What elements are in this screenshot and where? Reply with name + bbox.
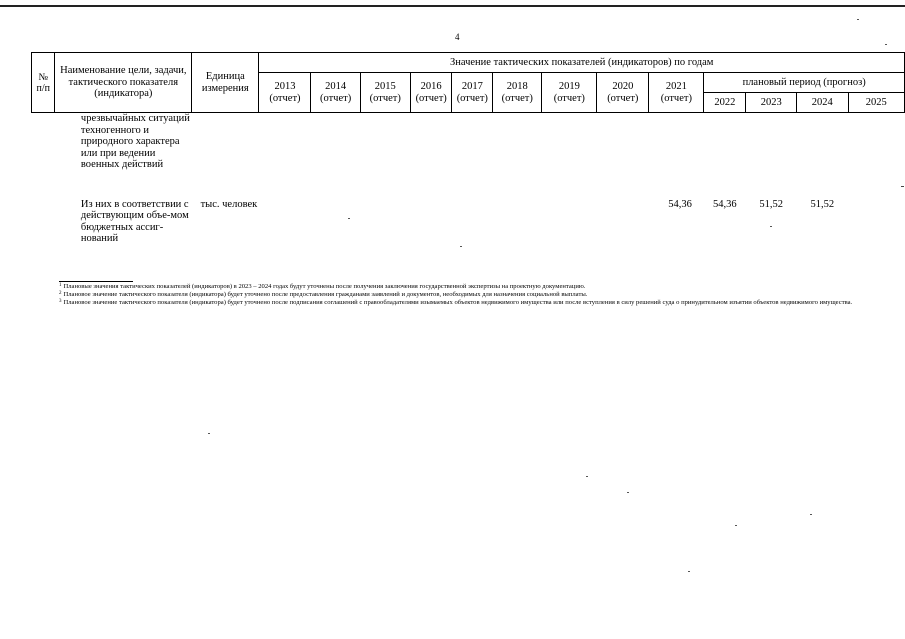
- value-2020: [597, 199, 649, 247]
- header-year-2020: 2020 (отчет): [597, 73, 649, 113]
- scan-speck: [627, 492, 629, 493]
- header-unit-column: Единица измерения: [192, 53, 259, 113]
- scan-speck: [810, 514, 812, 515]
- header-year-2015: 2015 (отчет): [360, 73, 410, 113]
- header-year-2022: 2022: [704, 93, 746, 113]
- footnote-text: Плановое значение тактического показателя (индикатора) будет уточнено после подписания соглашений с правообладателями изымаемых объектов недвижимого имущества или после вступления в силу решений суда о принудительном изъятии объектов недвижимого имущества.: [63, 299, 853, 307]
- footnotes: [59, 283, 869, 308]
- footnote-mark: 3: [59, 299, 62, 305]
- scan-speck: [885, 44, 887, 45]
- value-2014: [311, 199, 360, 247]
- row-name-text: Из них в соответствии с действующим объе-мом бюджетных ассиг-нований: [80, 198, 189, 245]
- page-number: 4: [455, 32, 460, 42]
- footnote-mark: 1: [59, 283, 62, 288]
- scan-speck: [688, 571, 690, 572]
- footnote-text: Плановые значения тактических показателей (индикаторов) в 2023 – 2024 годах будут уточнены после получения заключения государственной экспертизы на проектную документацию.: [63, 283, 586, 290]
- value-2015: [360, 199, 410, 247]
- row-unit: тыс. человек: [200, 198, 258, 210]
- row-name: [55, 113, 259, 199]
- value-2023: 51,52: [759, 198, 783, 210]
- header-year-2023: 2023: [746, 93, 797, 113]
- header-planned-group: плановый период (прогноз): [704, 73, 905, 93]
- value-2022: 54,36: [713, 198, 737, 210]
- value-2017: [452, 199, 493, 247]
- row-name-text: чрезвычайных ситуаций техногенного и природного характера или при ведении военных действий: [80, 113, 190, 171]
- header-year-2019: 2019 (отчет): [542, 73, 597, 113]
- row-number: [32, 113, 55, 199]
- row-name: [55, 199, 259, 247]
- row-number: [32, 199, 55, 247]
- value-2016: [410, 199, 452, 247]
- row-values: [259, 113, 905, 199]
- header-year-2013: 2013 (отчет): [259, 73, 311, 113]
- indicators-table: [31, 52, 905, 247]
- scan-speck: [735, 525, 737, 526]
- header-name-column: Наименование цели, задачи, тактического показателя (индикатора): [55, 53, 192, 113]
- table-row: [32, 199, 905, 247]
- value-2025: [848, 199, 904, 247]
- header-year-2016: 2016 (отчет): [410, 73, 452, 113]
- header-number-column: № п/п: [32, 53, 55, 113]
- header-year-2021: 2021 (отчет): [649, 73, 704, 113]
- value-2013: [259, 199, 311, 247]
- footnote-3: [59, 299, 869, 307]
- footnote-mark: 2: [59, 291, 62, 297]
- header-year-2025: 2025: [848, 93, 904, 113]
- value-2021: 54,36: [668, 198, 692, 210]
- footnote-separator: [59, 281, 133, 282]
- value-2018: [493, 199, 542, 247]
- scan-speck: [857, 19, 859, 20]
- header-year-2018: 2018 (отчет): [493, 73, 542, 113]
- value-2024: 51,52: [810, 198, 835, 210]
- header-year-2017: 2017 (отчет): [452, 73, 493, 113]
- table-row: [32, 113, 905, 199]
- footnote-2: [59, 291, 869, 299]
- header-year-2014: 2014 (отчет): [311, 73, 360, 113]
- header-year-2024: 2024: [797, 93, 849, 113]
- header-values-group: Значение тактических показателей (индикаторов) по годам: [259, 53, 905, 73]
- footnote-1: [59, 283, 869, 291]
- footnote-text: Плановое значение тактического показателя (индикатора) будет уточнено после предоставления гражданами заявлений и документов, необходимых для назначения социальной выплаты.: [63, 291, 588, 299]
- scan-speck: [208, 433, 210, 434]
- value-2019: [542, 199, 597, 247]
- scan-speck: [586, 476, 588, 477]
- scan-top-rule: [0, 5, 905, 7]
